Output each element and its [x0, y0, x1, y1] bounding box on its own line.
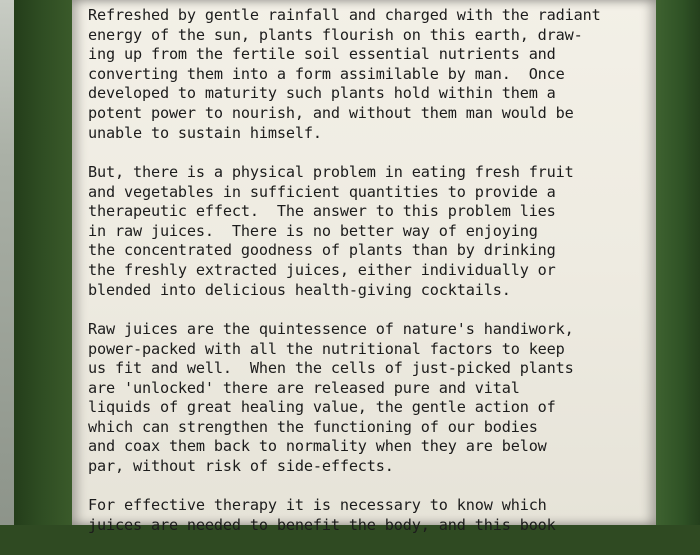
text-line: liquids of great healing value, the gentle action of: [88, 398, 556, 417]
text-line: blended into delicious health-giving cocktails.: [88, 280, 511, 299]
text-line: converting them into a form assimilable by man. Once: [88, 64, 565, 83]
text-line: the concentrated goodness of plants than by drinking: [88, 241, 556, 260]
body-text: [88, 6, 654, 555]
text-line: For effective therapy it is necessary to know which: [88, 496, 547, 515]
text-line: us fit and well. When the cells of just-picked plants: [88, 359, 574, 378]
text-line: therapeutic effect. The answer to this problem lies: [88, 202, 556, 221]
text-line: power-packed with all the nutritional factors to keep: [88, 339, 565, 358]
text-line: potent power to nourish, and without them man would be: [88, 103, 574, 122]
text-line: energy of the sun, plants flourish on this earth, draw-: [88, 25, 583, 44]
text-line: Raw juices are the quintessence of nature's handiwork,: [88, 319, 574, 338]
printed-page: [72, 0, 656, 535]
text-line: in raw juices. There is no better way of enjoying: [88, 221, 538, 240]
text-line: juices are needed to benefit the body, and this book: [88, 516, 556, 535]
text-line: par, without risk of side-effects.: [88, 457, 394, 476]
paragraph-4: [88, 496, 654, 535]
right-green-border: [656, 0, 700, 525]
text-line: Refreshed by gentle rainfall and charged with the radiant: [88, 6, 601, 24]
text-line: and coax them back to normality when they are below: [88, 437, 547, 456]
text-line: But, there is a physical problem in eating fresh fruit: [88, 162, 574, 181]
text-line: developed to maturity such plants hold within them a: [88, 84, 556, 103]
text-line: which can strengthen the functioning of our bodies: [88, 417, 538, 436]
text-line: the freshly extracted juices, either individually or: [88, 260, 556, 279]
text-line: ing up from the fertile soil essential nutrients and: [88, 45, 556, 64]
paragraph-3: [88, 320, 654, 477]
text-line: and vegetables in sufficient quantities to provide a: [88, 182, 556, 201]
text-line: unable to sustain himself.: [88, 123, 322, 142]
paragraph-1: [88, 6, 654, 143]
paragraph-2: [88, 163, 654, 300]
left-page-edge: [0, 0, 14, 525]
text-line: are 'unlocked' there are released pure and vital: [88, 378, 520, 397]
